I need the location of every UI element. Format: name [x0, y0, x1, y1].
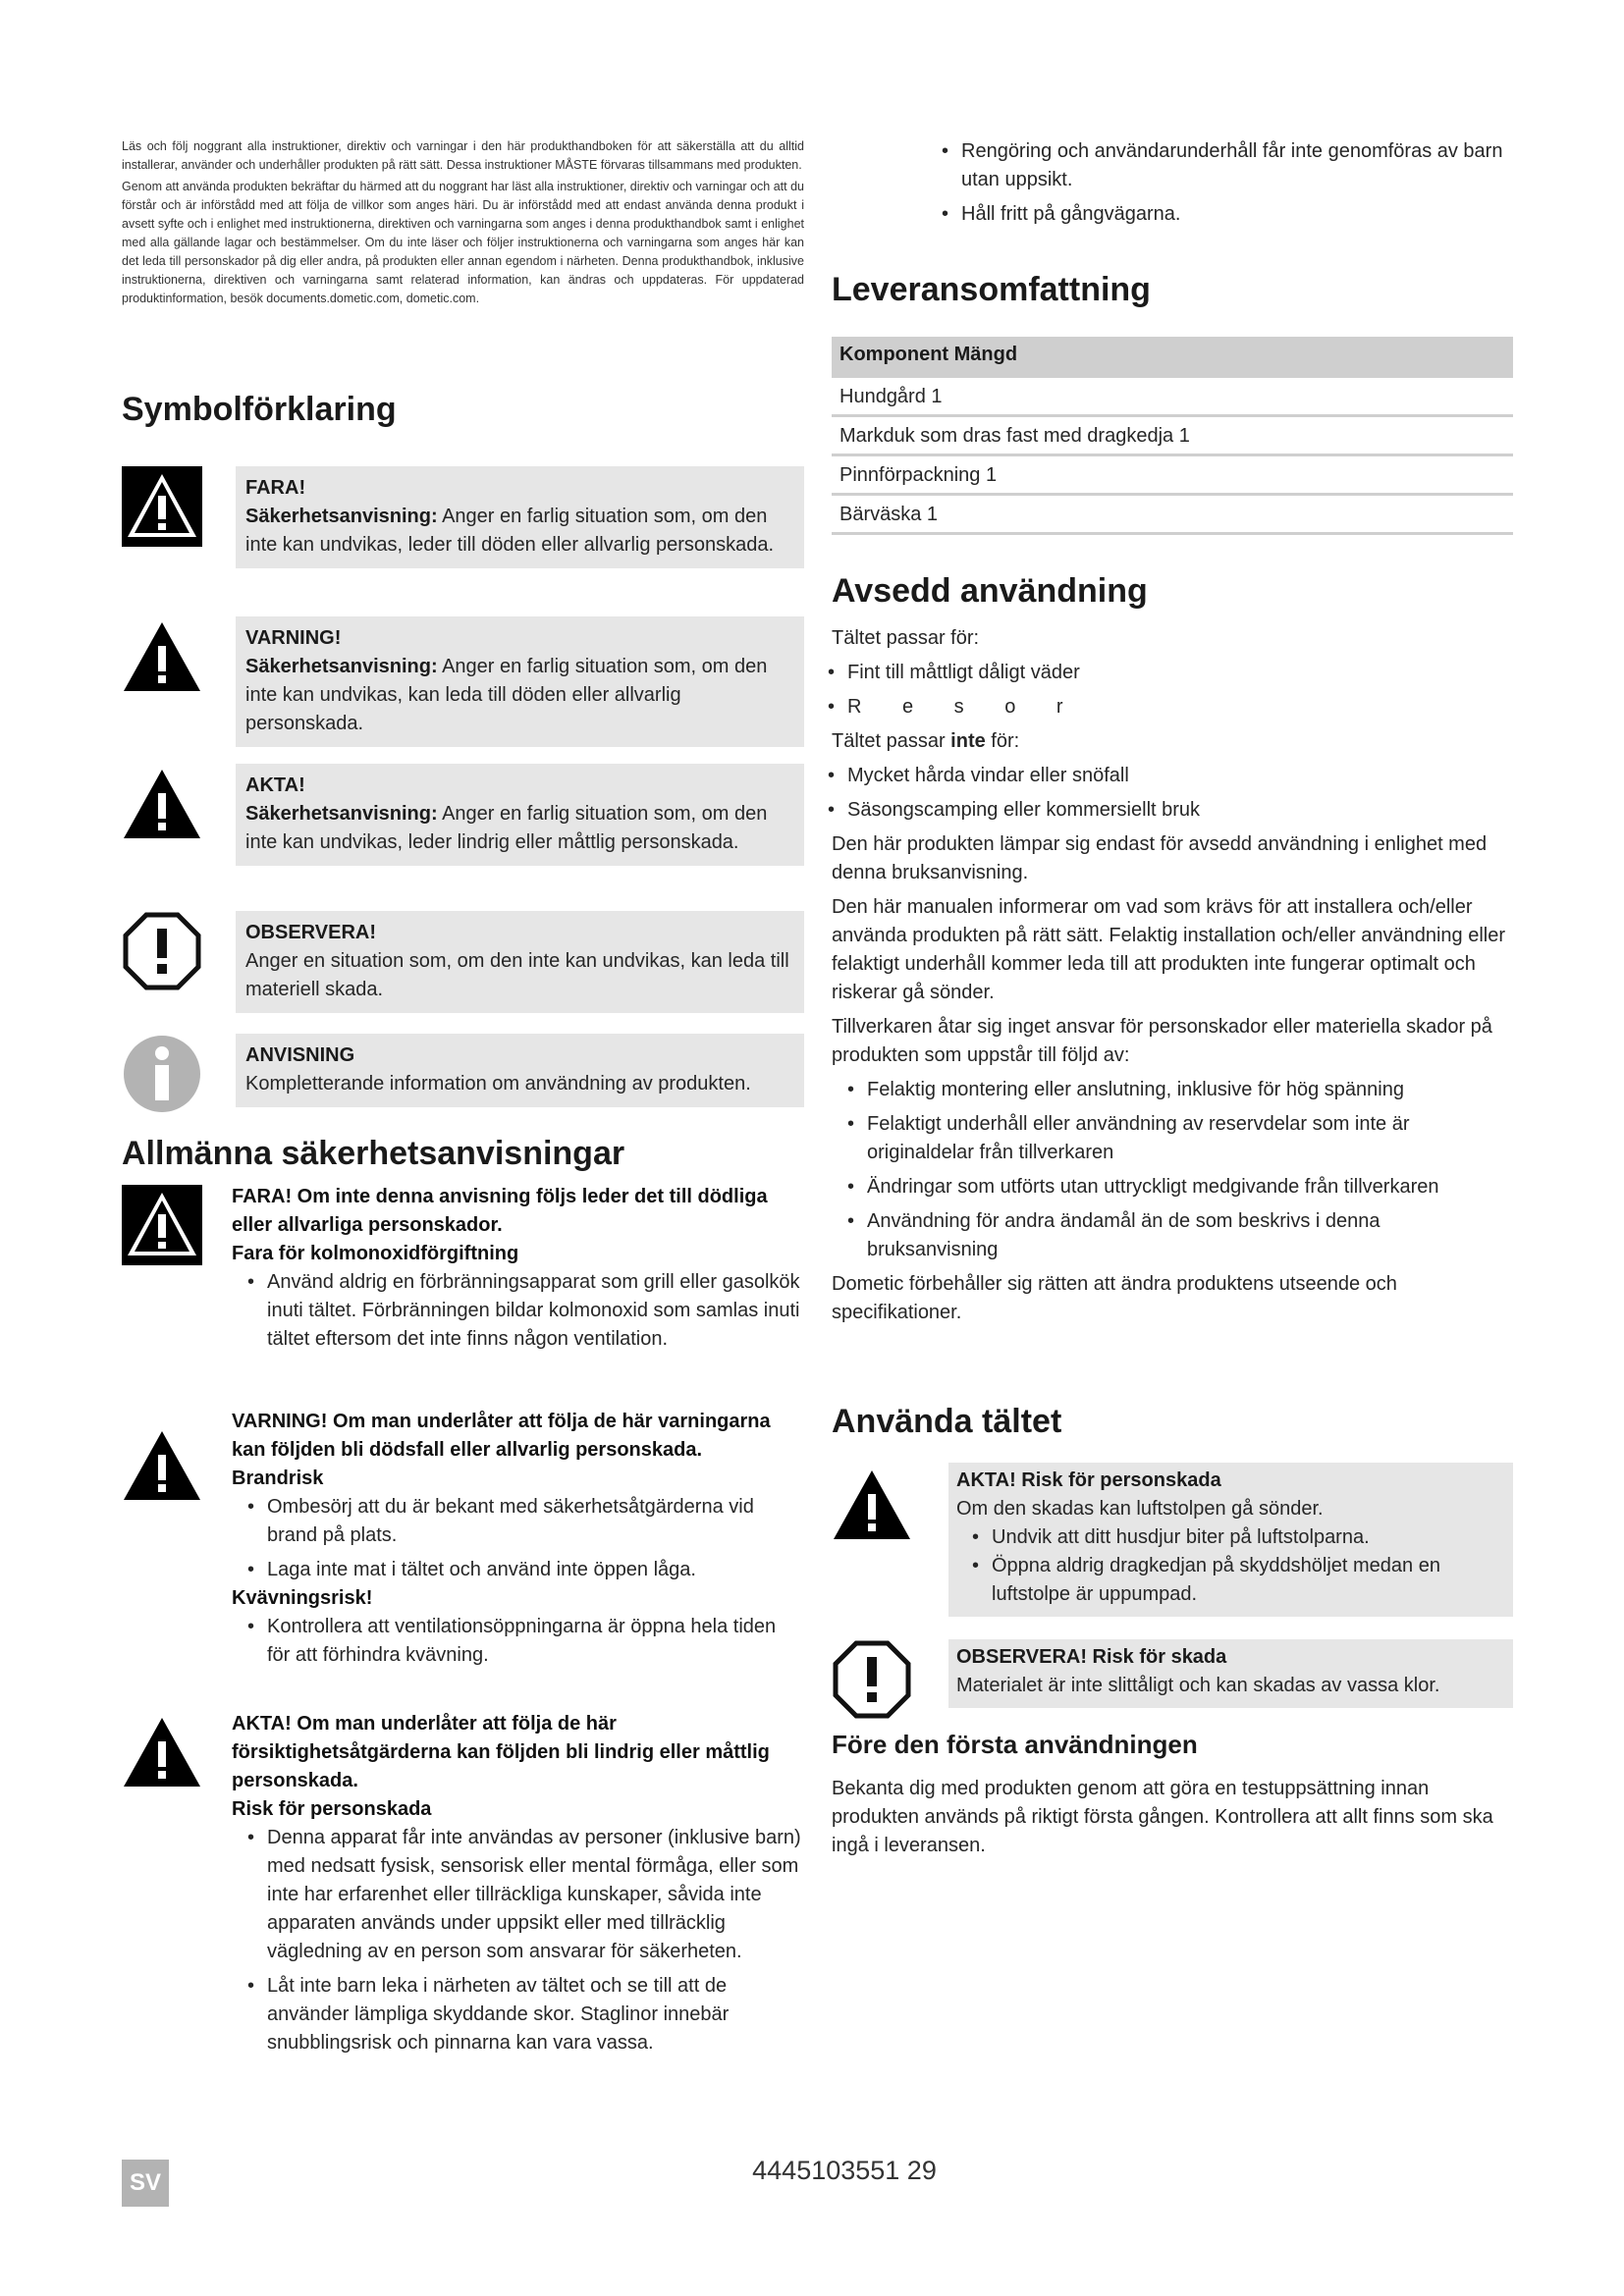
notice-octagon-icon — [832, 1639, 912, 1720]
intro-paragraph-2: Genom att använda produkten bekräftar du härmed att du noggrant har läst alla instruktioner, direktiv och varningar och att du förstår och är införstådd med att följa de villkor som anges häri. Du är införstådd med att endast använda denna produkt i avsett syfte och i enlighet med instruktionerna, direktiven och varningarna som anges i denna produkthandbok samt i enlighet med alla gällande lagar och bestämmelser. Om du inte läser och följer instruktionerna och varningarna som anges här kan det leda till personskador på dig eller andra, på produkten eller annan egendom i närheten. Denna produkthandbok, inklusive instruktionerna, direktiven och varningarna samt relaterad information, kan ändras och uppdateras. För uppdaterad produktinformation, besök documents.dometic.com, dometic.com. — [122, 180, 804, 305]
list-item: • Använd aldrig en förbränningsapparat som grill eller gasolkök inuti tältet. Förbränningen bildar kolmonoxid som samlas inuti tältet eftersom det inte finns någon ventilation. — [232, 1268, 804, 1354]
danger-warning-icon — [122, 1185, 202, 1265]
observera-box — [236, 911, 804, 1013]
fara-title: FARA! — [245, 477, 306, 499]
list-item: • Mycket hårda vindar eller snöfall — [832, 762, 1513, 790]
table-row: Hundgård 1 — [832, 378, 1513, 417]
intro-paragraph-1: Läs och följ noggrant alla instruktioner, direktiv och varningar i den här produkthandboken för att säkerställa att du alltid installerar, använder och underhåller produkten på rätt sätt. Dessa instruktioner MÅSTE förvaras tillsammans med produkten. — [122, 139, 804, 172]
safety-varning-subheading-fire: Brandrisk — [232, 1468, 324, 1489]
delivery-table — [832, 337, 1513, 535]
caution-triangle-icon — [122, 1712, 202, 1792]
list-item: • Användning för andra ändamål än de som beskrivs i denna bruksanvisning — [832, 1207, 1513, 1264]
language-badge: SV — [122, 2160, 169, 2207]
using-akta-text: Om den skadas kan luftstolpen gå sönder. — [956, 1498, 1324, 1520]
notice-octagon-icon — [122, 911, 202, 991]
safety-continued — [926, 137, 1513, 229]
list-item: • Laga inte mat i tältet och använd inte öppen låga. — [232, 1556, 804, 1584]
safety-akta-subheading: Risk för personskada — [232, 1798, 432, 1820]
varning-description: Säkerhetsanvisning: Anger en farlig situation som, om den inte kan undvikas, kan leda till döden eller allvarlig personskada. — [245, 656, 768, 734]
list-item: • R e s o r — [832, 693, 1513, 721]
using-heading: Använda tältet — [832, 1403, 1062, 1440]
anvisning-box — [236, 1034, 804, 1107]
intended-heading: Avsedd användning — [832, 572, 1148, 610]
varning-box — [236, 616, 804, 747]
list-item: • Felaktig montering eller anslutning, inklusive för hög spänning — [832, 1076, 1513, 1104]
info-icon — [122, 1034, 202, 1114]
caution-triangle-icon — [122, 764, 202, 844]
fara-description: Säkerhetsanvisning: Anger en farlig situation som, om den inte kan undvikas, leder till döden eller allvarlig personskada. — [245, 506, 775, 556]
intended-paragraph-1: Den här produkten lämpar sig endast för avsedd användning i enlighet med denna bruksanvisning. — [832, 833, 1488, 883]
first-use-heading: Före den första användningen — [832, 1730, 1198, 1759]
list-item: • Fint till måttligt dåligt väder — [832, 659, 1513, 687]
left-column — [122, 137, 804, 2054]
list-item: • Håll fritt på gångvägarna. — [926, 200, 1513, 229]
using-akta-box — [948, 1463, 1513, 1617]
symbols-heading: Symbolförklaring — [122, 391, 397, 428]
first-use-text: Bekanta dig med produkten genom att göra en testuppsättning innan produkten används på riktigt första gången. Kontrollera att allt finns som ska ingå i leveransen. — [832, 1778, 1493, 1856]
list-item: • Ombesörj att du är bekant med säkerhetsåtgärderna vid brand på plats. — [232, 1493, 804, 1550]
table-header: Komponent Mängd — [832, 337, 1513, 378]
warning-triangle-icon — [122, 1425, 202, 1506]
intended-paragraph-3: Tillverkaren åtar sig inget ansvar för personskador eller materiella skador på produkten som uppstår till följd av: — [832, 1016, 1492, 1066]
safety-varning-subheading-suffocation: Kvävningsrisk! — [232, 1587, 373, 1609]
table-row: Pinnförpackning 1 — [832, 456, 1513, 496]
akta-title: AKTA! — [245, 774, 305, 796]
list-item: • Felaktigt underhåll eller användning av reservdelar som inte är originaldelar från tillverkaren — [832, 1110, 1513, 1167]
intended-use-body — [832, 624, 1513, 1327]
caution-triangle-icon — [832, 1465, 912, 1545]
akta-description: Säkerhetsanvisning: Anger en farlig situation som, om den inte kan undvikas, leder lindrig eller måttlig personskada. — [245, 803, 768, 853]
observera-description: Anger en situation som, om den inte kan undvikas, kan leda till materiell skada. — [245, 950, 789, 1000]
suits-label: Tältet passar för: — [832, 627, 980, 649]
safety-heading: Allmänna säkerhetsanvisningar — [122, 1135, 625, 1172]
using-akta-heading: AKTA! Risk för personskada — [956, 1469, 1221, 1491]
observera-title: OBSERVERA! — [245, 922, 376, 943]
not-suits-label: Tältet passar inte för: — [832, 730, 1020, 752]
list-item: • Denna apparat får inte användas av personer (inklusive barn) med nedsatt fysisk, sensorisk eller mental förmåga, eller som inte har erfarenhet eller tillräckliga kunskaper, såvida inte apparaten används under uppsikt eller med tillräcklig vägledning av en person som ansvarar för säkerheten. — [232, 1824, 804, 1966]
delivery-heading: Leveransomfattning — [832, 271, 1151, 308]
list-item: • Ändringar som utförts utan uttryckligt medgivande från tillverkaren — [832, 1173, 1513, 1201]
intended-paragraph-4: Dometic förbehåller sig rätten att ändra produktens utseende och specifikationer. — [832, 1273, 1397, 1323]
intended-paragraph-2: Den här manualen informerar om vad som krävs för att installera och/eller använda produkten på rätt sätt. Felaktig installation och/eller användning eller felaktigt underhåll kommer leda till att produkten inte fungerar optimalt och riskerar gå sönder. — [832, 896, 1505, 1003]
fara-box — [236, 466, 804, 568]
safety-akta-heading: AKTA! Om man underlåter att följa de här försiktighetsåtgärderna kan följden bli lindrig eller måttlig personskada. — [232, 1713, 770, 1791]
safety-varning-heading: VARNING! Om man underlåter att följa de här varningarna kan följden bli dödsfall eller allvarlig personskada. — [232, 1411, 771, 1461]
list-item: • Låt inte barn leka i närheten av tältet och se till att de använder lämpliga skyddande skor. Staglinor innebär snubblingsrisk och pinnarna kan vara vassa. — [232, 1972, 804, 2057]
safety-fara-heading: FARA! Om inte denna anvisning följs leder det till dödliga eller allvarliga personskador. — [232, 1186, 768, 1236]
safety-fara-subheading: Fara för kolmonoxidförgiftning — [232, 1243, 519, 1264]
anvisning-description: Kompletterande information om användning av produkten. — [245, 1073, 751, 1095]
akta-box — [236, 764, 804, 866]
list-item: • Rengöring och användarunderhåll får inte genomföras av barn utan uppsikt. — [926, 137, 1513, 194]
list-item: • Öppna aldrig dragkedjan på skyddshöljet medan en luftstolpe är uppumpad. — [956, 1552, 1505, 1609]
intro-text — [122, 137, 804, 308]
using-observera-heading: OBSERVERA! Risk för skada — [956, 1646, 1227, 1668]
table-row: Markduk som dras fast med dragkedja 1 — [832, 417, 1513, 456]
page-number: 4445103551 29 — [752, 2156, 937, 2185]
using-observera-text: Materialet är inte slittåligt och kan skadas av vassa klor. — [956, 1675, 1440, 1696]
list-item: • Säsongscamping eller kommersiellt bruk — [832, 796, 1513, 825]
using-observera-box — [948, 1639, 1513, 1708]
list-item: • Undvik att ditt husdjur biter på luftstolparna. — [956, 1523, 1505, 1552]
danger-warning-icon — [122, 466, 202, 547]
varning-title: VARNING! — [245, 627, 342, 649]
list-item: • Kontrollera att ventilationsöppningarna är öppna hela tiden för att förhindra kvävning. — [232, 1613, 804, 1670]
warning-triangle-icon — [122, 616, 202, 697]
anvisning-title: ANVISNING — [245, 1044, 355, 1066]
table-row: Bärväska 1 — [832, 496, 1513, 535]
